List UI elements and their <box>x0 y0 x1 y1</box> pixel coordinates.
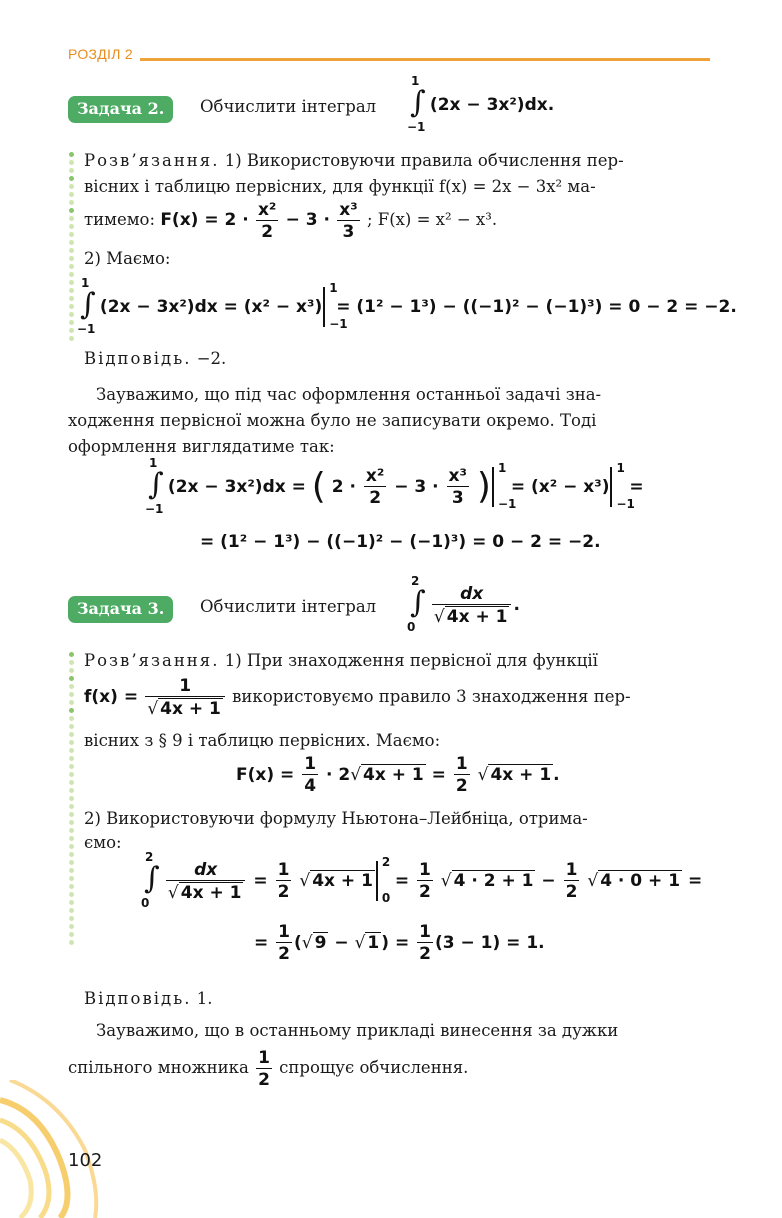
task2-evaluation: ∫ 1 −1 (2x − 3x²)dx = (x² − x³) 1 −1 = (1² − 1³) − ((−1)² − (−1)³) = 0 − 2 = −2. <box>77 276 737 336</box>
frac-x3-over-3: $\frac{\text{x³}}{3}$ <box>339 199 358 242</box>
task2-solution-line1: Розв’язання. 1) Використовуючи правила обчислення пер- <box>84 151 624 170</box>
task2-remark-line3: оформлення виглядатиме так: <box>68 437 335 456</box>
solution-label: Розв’язання. <box>84 151 220 170</box>
task2-integrand: (2x − 3x²)dx. <box>429 95 555 115</box>
integral-sign: ∫ 1 −1 <box>407 74 426 134</box>
task3-solution-line2: f(x) = $\frac{1}{√ 4x + 1}$ використовуємо правило 3 знаходження пер- <box>84 676 631 719</box>
task3-answer: Відповідь. 1. <box>84 989 213 1008</box>
task2-answer: Відповідь. −2. <box>84 349 227 368</box>
task2-integral <box>407 74 555 134</box>
task2-remark-line1: Зауважимо, що під час оформлення останньої задачі зна- <box>96 385 602 404</box>
task3-solution-line3: вісних з § 9 і таблицю первісних. Маємо: <box>84 731 441 750</box>
solution-marker-3 <box>68 652 76 948</box>
task2-display1: ∫ 1 −1 (2x − 3x²)dx = ( 2 · $\frac{\text{x²}}{2}$ − 3 · $\frac{\text{x³}}{3}$ ) 1 −1 = (x² − x³) 1 −1 = <box>145 456 644 516</box>
decorative-swirl <box>0 1080 120 1218</box>
task3-badge: Задача 3. <box>68 596 173 623</box>
task3-step2-line2: ємо: <box>84 833 122 852</box>
page-number: 102 <box>68 1150 103 1171</box>
task3-remark-line1: Зауважимо, що в останньому прикладі винесення за дужки <box>96 1021 619 1040</box>
task2-remark-line2: ходження первісної можна було не записувати окремо. Тоді <box>68 411 597 430</box>
section-label: РОЗДІЛ 2 <box>68 46 134 62</box>
solution-marker <box>68 152 76 344</box>
task2-solution-line3: тимемо: F(x) = 2 · $\frac{\text{x²}}{2}$ − 3 · $\frac{\text{x³}}{3}$ ; F(x) = x² − x³. <box>84 199 498 242</box>
task3-integral: ∫ 2 0 $\frac{dx}{√ 4x + 1}$ . <box>407 574 520 634</box>
task2-step2: 2) Маємо: <box>84 249 171 268</box>
task2-solution-line2: вісних і таблицю первісних, для функції f(x) = 2x − 3x² ма- <box>84 177 596 196</box>
eval-bar: 1 −1 <box>322 287 336 327</box>
task3-F-line: F(x) = $\frac{1}{4}$ · 2√ 4x + 1 = $\frac{1}{2}$ √ 4x + 1 . <box>236 754 560 796</box>
task3-solution-line1: Розв’язання. 1) При знаходження первісної для функції <box>84 651 598 670</box>
task3-prompt: Обчислити інтеграл <box>200 597 377 616</box>
task3-step2-line1: 2) Використовуючи формулу Ньютона–Лейбніца, отрима- <box>84 809 588 828</box>
frac-x2-over-2: $\frac{\text{x²}}{2}$ <box>257 199 277 242</box>
task3-nl-line2: = $\frac{1}{2}$ (√ 9 − √ 1 ) = $\frac{1}{2}$ (3 − 1) = 1. <box>254 922 545 964</box>
task2-prompt: Обчислити інтеграл <box>200 97 377 116</box>
task2-display2: = (1² − 1³) − ((−1)² − (−1)³) = 0 − 2 = −2. <box>200 532 601 552</box>
task3-remark-line2: спільного множника $\frac{1}{2}$ спрощує обчислення. <box>68 1047 469 1090</box>
task2-badge: Задача 2. <box>68 96 173 123</box>
task3-nl-line1: ∫ 2 0 $\frac{dx}{√ 4x + 1}$ = $\frac{1}{2}$ √ 4x + 1 2 0 = $\frac{1}{2}$ √ 4 · 2 + 1 − $\frac{1}{2}$ √ 4 · 0 + 1 = <box>141 850 703 910</box>
header-rule <box>140 58 710 61</box>
page-header <box>68 44 710 66</box>
